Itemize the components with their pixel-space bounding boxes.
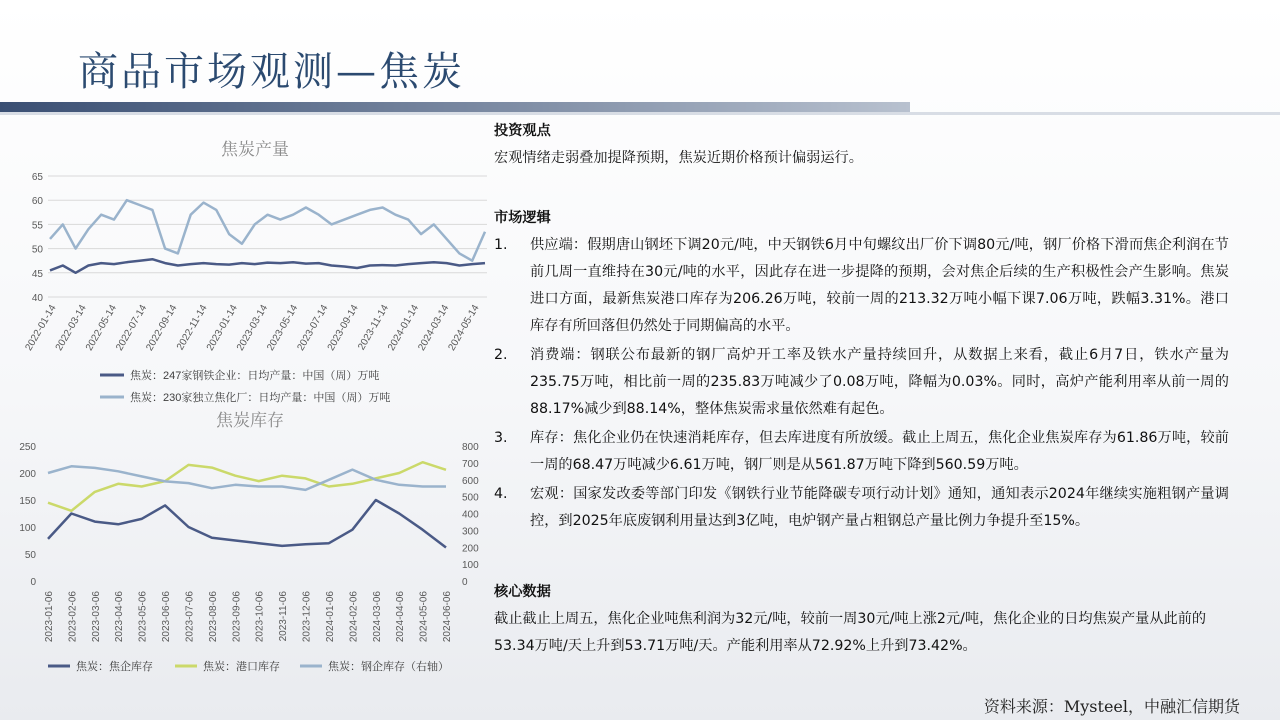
- investment-view-heading: 投资观点: [494, 123, 551, 139]
- x-tick-label: 2023-05-06: [137, 591, 149, 643]
- investment-view-text: 宏观情绪走弱叠加提降预期，焦炭近期价格预计偏弱运行。: [494, 150, 863, 166]
- x-tick-label: 2023-07-14: [295, 303, 331, 353]
- y-tick-label: 200: [19, 469, 36, 480]
- core-data-heading: 核心数据: [494, 584, 551, 600]
- x-tick-label: 2023-06-06: [161, 591, 173, 643]
- x-tick-label: 2024-05-06: [418, 591, 430, 643]
- x-tick-label: 2022-11-14: [174, 303, 210, 353]
- y2-tick-label: 100: [462, 560, 479, 572]
- y-tick-label: 50: [31, 244, 43, 256]
- y2-tick-label: 200: [462, 543, 479, 555]
- y2-tick-label: 700: [462, 458, 479, 470]
- item-text: 宏观：国家发改委等部门印发《钢铁行业节能降碳专项行动计划》通知，通知表示2024年继续实施粗钢产量调控，到2025年底废钢利用量达到3亿吨，电炉钢产量占粗钢总产量比例力争提升至15%。: [530, 486, 1229, 529]
- y2-tick-label: 300: [462, 526, 479, 538]
- market-logic-item: [494, 425, 1229, 479]
- item-number: 3.: [494, 430, 508, 446]
- market-logic-item: [494, 481, 1229, 535]
- item-text: 库存：焦化企业仍在快速消耗库存，但去库进度有所放缓。截止上周五，焦化企业焦炭库存为61.86万吨，较前一周的68.47万吨减少6.61万吨，钢厂则是从561.87万吨下降到560.59万吨。: [530, 430, 1229, 473]
- item-number: 2.: [494, 347, 508, 363]
- x-tick-label: 2022-01-14: [23, 303, 59, 353]
- page-title: 商品市场观测—焦炭: [78, 49, 465, 95]
- x-tick-label: 2023-03-14: [234, 303, 271, 353]
- y-tick-label: 50: [24, 550, 36, 561]
- series-line-1: [50, 259, 485, 273]
- y2-tick-label: 500: [462, 492, 479, 504]
- item-text: 消费端：钢联公布最新的钢厂高炉开工率及铁水产量持续回升，从数据上来看，截止6月7日，铁水产量为235.75万吨，相比前一周的235.83万吨减少了0.08万吨，降幅为0.03%。同时，高炉产能利用率从前一周的88.17%减少到88.14%，整体焦炭需求量依然难有起色。: [530, 347, 1229, 417]
- x-tick-label: 2024-01-14: [386, 303, 422, 353]
- x-tick-label: 2023-11-06: [278, 591, 290, 642]
- legend-label: 焦炭：钢企库存（右轴）: [328, 661, 449, 673]
- x-tick-label: 2023-01-14: [204, 303, 240, 353]
- legend-label: 焦炭：230家独立焦化厂：日均产量：中国（周）万吨: [130, 392, 391, 404]
- item-number: 4.: [494, 486, 508, 502]
- y-tick-label: 0: [30, 577, 36, 588]
- x-tick-label: 2023-10-06: [254, 591, 266, 643]
- x-tick-label: 2022-07-14: [114, 303, 150, 353]
- legend-label: 焦炭：港口库存: [203, 661, 280, 673]
- x-tick-label: 2022-05-14: [83, 303, 120, 353]
- y2-tick-label: 400: [462, 509, 479, 521]
- y-tick-label: 150: [19, 496, 36, 507]
- x-tick-label: 2023-12-06: [301, 591, 313, 643]
- x-tick-label: 2023-04-06: [114, 591, 126, 643]
- y-tick-label: 60: [31, 196, 43, 208]
- x-tick-label: 2024-06-06: [442, 591, 453, 643]
- chart-title: 焦炭库存: [216, 411, 284, 430]
- x-tick-label: 2023-02-06: [67, 591, 79, 643]
- x-tick-label: 2023-07-06: [184, 591, 196, 643]
- market-logic-list: [494, 232, 1229, 535]
- item-text: 供应端：假期唐山钢坯下调20元/吨，中天钢铁6月中旬螺纹出厂价下调80元/吨，钢厂价格下滑而焦企利润在节前几周一直维持在30元/吨的水平，因此存在进一步提降的预期，会对焦企后续的生产积极性会产生影响。焦炭进口方面，最新焦炭港口库存为206.26万吨，较前一周的213.32万吨小幅下课7.06万吨，跌幅3.31%。港口库存有所回落但仍然处于同期偏高的水平。: [530, 237, 1229, 334]
- x-tick-label: 2022-09-14: [144, 303, 180, 353]
- y2-tick-label: 0: [462, 577, 468, 588]
- x-tick-label: 2022-03-14: [53, 303, 89, 353]
- y-tick-label: 40: [31, 293, 43, 304]
- x-tick-label: 2023-03-06: [90, 591, 102, 643]
- legend-label: 焦炭：247家钢铁企业：日均产量：中国（周）万吨: [130, 370, 380, 382]
- series-line-2: [50, 200, 485, 261]
- market-logic-item: [494, 342, 1229, 423]
- market-logic-block: [494, 205, 1229, 537]
- y-tick-label: 45: [31, 268, 43, 280]
- x-tick-label: 2024-01-06: [324, 591, 336, 643]
- item-number: 1.: [494, 237, 508, 253]
- y2-tick-label: 800: [462, 442, 479, 453]
- x-tick-label: 2023-01-06: [44, 591, 55, 643]
- x-tick-label: 2024-03-06: [371, 591, 383, 643]
- x-tick-label: 2024-04-06: [395, 591, 407, 643]
- investment-view-block: [494, 118, 1229, 172]
- x-tick-label: 2023-11-14: [356, 303, 391, 353]
- market-logic-item: [494, 232, 1229, 340]
- x-tick-label: 2023-09-06: [231, 591, 243, 643]
- y2-tick-label: 600: [462, 475, 479, 487]
- y-tick-label: 55: [31, 220, 43, 232]
- market-logic-heading: 市场逻辑: [494, 210, 551, 226]
- legend-label: 焦炭：焦企库存: [76, 661, 153, 673]
- charts-area: [0, 0, 490, 700]
- x-tick-label: 2024-05-14: [446, 303, 482, 353]
- core-data-block: [494, 579, 1229, 660]
- y-tick-label: 100: [19, 523, 36, 534]
- x-tick-label: 2023-09-14: [325, 303, 361, 353]
- y-tick-label: 250: [19, 442, 36, 453]
- x-tick-label: 2023-08-06: [207, 591, 219, 643]
- x-tick-label: 2024-02-06: [348, 591, 360, 643]
- core-data-text: 截止截止上周五，焦化企业吨焦利润为32元/吨，较前一周30元/吨上涨2元/吨，焦化企业的日均焦炭产量从此前的53.34万吨/天上升到53.71万吨/天。产能利用率从72.92%上升到73.42%。: [494, 611, 1207, 654]
- x-tick-label: 2024-03-14: [416, 303, 452, 353]
- series-line-1: [48, 500, 446, 548]
- source-note: 资料来源：Mysteel，中融汇信期货: [983, 697, 1240, 716]
- y-tick-label: 65: [31, 172, 43, 183]
- x-tick-label: 2023-05-14: [265, 303, 301, 353]
- chart-title: 焦炭产量: [221, 140, 289, 159]
